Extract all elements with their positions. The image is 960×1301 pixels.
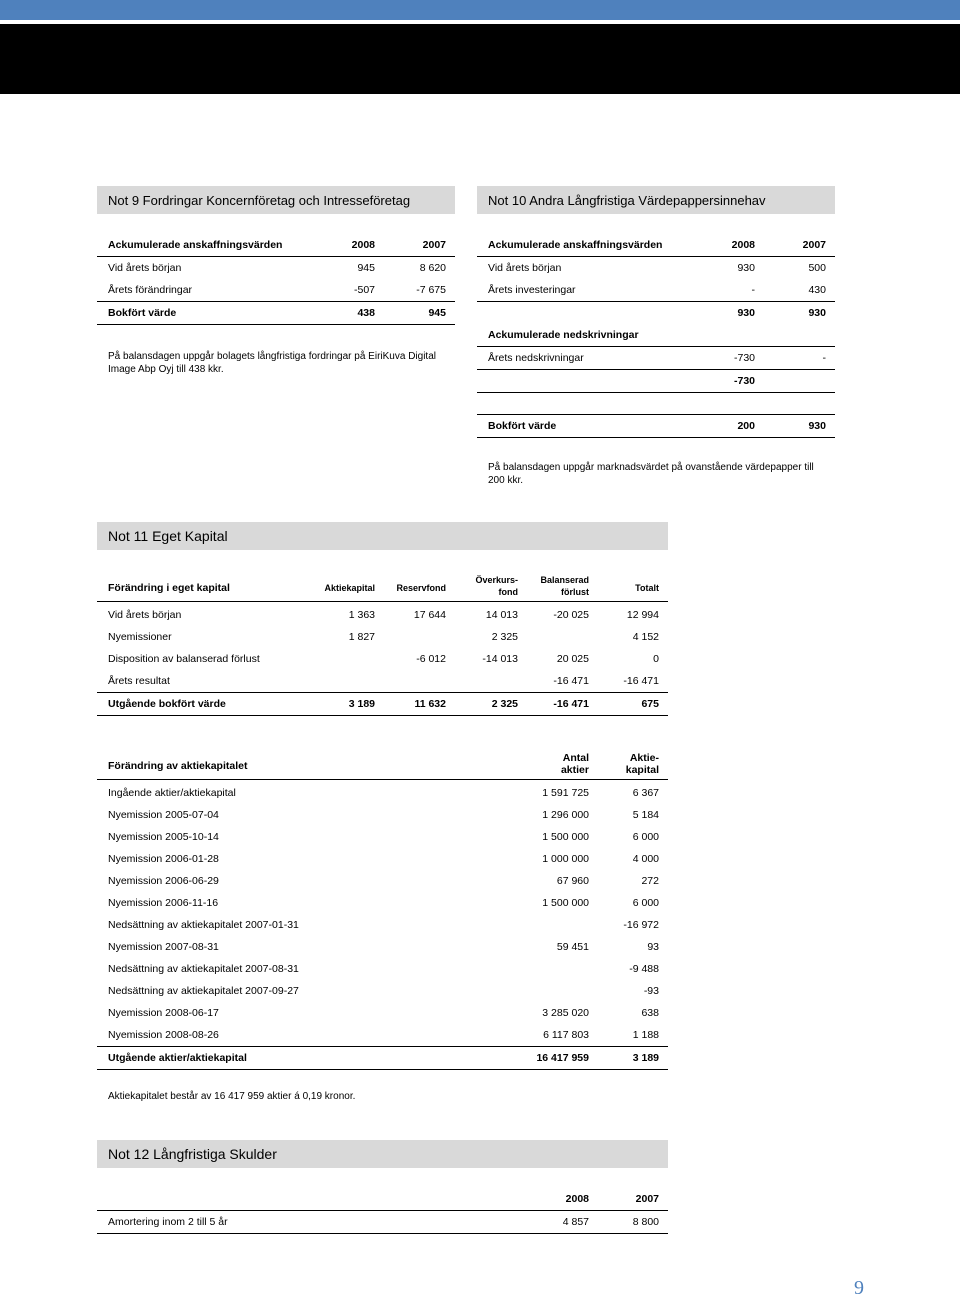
row-label: Nedsättning av aktiekapitalet 2007-09-27	[108, 985, 299, 997]
note10-title: Not 10 Andra Långfristiga Värdepappersinnehav	[477, 186, 835, 214]
share-capital-table	[97, 752, 668, 780]
row-aktiekapital: 272	[641, 875, 659, 887]
row-label: Nyemission 2005-07-04	[108, 809, 219, 821]
note10-total-row	[477, 415, 835, 438]
share-capital-body	[97, 782, 668, 1070]
total-label: Bokfört värde	[97, 302, 297, 325]
row-value-2008: 945	[357, 262, 375, 274]
cell: 2 325	[491, 631, 518, 643]
note9-header-row	[97, 234, 455, 257]
row-label: Nyemission 2007-08-31	[108, 941, 219, 953]
row-aktiekapital: 6 367	[632, 787, 659, 799]
note10-text: På balansdagen uppgår marknadsvärdet på ovanstående värdepapper till 200 kkr.	[488, 462, 814, 486]
row-label: Vid årets början	[108, 262, 182, 274]
note10-head-2008: 2008	[677, 234, 755, 257]
cell	[297, 648, 375, 670]
row-aktiekapital: 638	[641, 1007, 659, 1019]
note10-subtotal-row	[477, 302, 835, 325]
note12-table	[97, 1188, 668, 1234]
row-antal: 1 296 000	[542, 809, 589, 821]
table-row	[97, 1024, 668, 1047]
cell: -14 013	[482, 653, 518, 665]
note9-head-2008: 2008	[297, 234, 375, 257]
equity-head-reservfond: Reservfond	[375, 574, 446, 602]
row-value-2007: 430	[755, 279, 835, 302]
total-label: Utgående aktier/aktiekapital	[97, 1047, 518, 1070]
note9-title: Not 9 Fordringar Koncernföretag och Intresseföretag	[97, 186, 455, 214]
row-antal: 1 591 725	[542, 787, 589, 799]
table-row	[97, 1211, 668, 1234]
table-row	[97, 914, 668, 936]
row-label: Årets nedskrivningar	[477, 347, 677, 370]
table-row	[97, 870, 668, 892]
row-value-2008: 930	[737, 262, 755, 274]
total-aktiekapital: 3 189	[589, 1047, 668, 1070]
row-label: Nyemission 2005-10-14	[108, 831, 219, 843]
cell: -16 471	[589, 670, 668, 693]
row-antal: 3 285 020	[542, 1007, 589, 1019]
cell: 3 189	[297, 693, 375, 716]
table-row	[477, 347, 835, 370]
total-value-2008: 438	[297, 302, 375, 325]
row-label: Nyemission 2006-11-16	[108, 897, 219, 909]
subtotal-value-2008: 930	[737, 307, 755, 319]
row-aktiekapital: -93	[643, 985, 659, 997]
cell	[518, 626, 589, 648]
row-value-2008: -507	[297, 279, 375, 302]
cell: 0	[653, 653, 659, 665]
row-value-2007: 500	[808, 262, 826, 274]
total-label: Utgående bokfört värde	[97, 693, 297, 716]
top-stripe	[0, 0, 960, 20]
row-aktiekapital: 6 000	[632, 897, 659, 909]
table-row	[97, 804, 668, 826]
row-label: Ingående aktier/aktiekapital	[108, 787, 236, 799]
row-value-2008: -730	[677, 347, 755, 370]
equity-head-label: Förändring i eget kapital	[97, 574, 297, 602]
row-value-2008: 4 857	[518, 1211, 589, 1234]
row-label: Årets förändringar	[97, 279, 297, 302]
note9-text: På balansdagen uppgår bolagets långfristiga fordringar på EiriKuva Digital Image Abp Oyj till 438 kkr.	[108, 351, 436, 375]
table-row	[97, 892, 668, 914]
table-row	[97, 980, 668, 1002]
subtotal-value-2007	[755, 370, 835, 393]
subtotal-value-2007: 930	[808, 307, 826, 319]
equity-total-row	[97, 693, 668, 716]
table-row	[97, 1002, 668, 1024]
table-row	[97, 936, 668, 958]
share-head-antal: Antal aktier	[518, 752, 589, 780]
equity-head-totalt: Totalt	[589, 574, 668, 602]
note9-head-label: Ackumulerade anskaffningsvärden	[97, 234, 297, 257]
row-antal	[518, 980, 589, 1002]
note10-table	[477, 234, 835, 438]
share-head-aktiekapital: Aktie- kapital	[589, 752, 668, 780]
total-label: Bokfört värde	[477, 415, 677, 438]
cell: 12 994	[626, 609, 659, 621]
cell	[375, 626, 446, 648]
equity-head-overkursfond: Överkurs- fond	[446, 574, 518, 602]
row-label: Nyemission 2008-08-26	[108, 1029, 219, 1041]
row-antal: 6 117 803	[543, 1029, 589, 1041]
cell	[297, 670, 375, 693]
row-label: Nedsättning av aktiekapitalet 2007-08-31	[108, 963, 299, 975]
cell	[446, 670, 518, 693]
row-antal: 67 960	[556, 875, 589, 887]
cell: 4 152	[632, 631, 659, 643]
row-label: Nedsättning av aktiekapitalet 2007-01-31	[108, 919, 299, 931]
note11-title: Not 11 Eget Kapital	[97, 522, 668, 550]
note10-header-row	[477, 234, 835, 257]
equity-head-aktiekapital: Aktiekapital	[297, 574, 375, 602]
row-label: Årets investeringar	[477, 279, 677, 302]
row-antal	[518, 914, 589, 936]
total-value-2008: 200	[677, 415, 755, 438]
note10-subtotal-row	[477, 370, 835, 393]
note12-header-row	[97, 1188, 668, 1211]
header-bar	[0, 24, 960, 94]
table-row	[97, 279, 455, 302]
table-row	[97, 604, 668, 626]
row-aktiekapital: 93	[647, 941, 659, 953]
equity-head-balanserad: Balanserad förlust	[518, 574, 589, 602]
note10-subheading-row	[477, 324, 835, 347]
row-value-2008: -	[677, 279, 755, 302]
share-header-row	[97, 752, 668, 780]
cell: 20 025	[556, 653, 589, 665]
share-total-row	[97, 1047, 668, 1070]
row-label: Amortering inom 2 till 5 år	[97, 1211, 518, 1234]
note9-table	[97, 234, 455, 325]
equity-table	[97, 574, 668, 602]
row-aktiekapital: -16 972	[623, 919, 659, 931]
subtotal-value-2008: -730	[677, 370, 755, 393]
row-aktiekapital: -9 488	[629, 963, 659, 975]
row-aktiekapital: 4 000	[632, 853, 659, 865]
note10-head-2007: 2007	[755, 234, 835, 257]
equity-header-row	[97, 574, 668, 602]
cell: -6 012	[416, 653, 446, 665]
row-antal	[518, 958, 589, 980]
cell: -16 471	[518, 670, 589, 693]
total-value-2007: 945	[375, 302, 455, 325]
row-value-2007: 8 800	[589, 1211, 668, 1234]
cell: 14 013	[485, 609, 518, 621]
table-row	[97, 670, 668, 693]
table-row	[97, 257, 455, 280]
table-row	[477, 257, 835, 280]
table-row	[97, 958, 668, 980]
cell: 1 827	[348, 631, 375, 643]
share-capital-text: Aktiekapitalet består av 16 417 959 aktier á 0,19 kronor.	[108, 1091, 356, 1102]
note12-head-2007: 2007	[589, 1188, 668, 1211]
row-value-2007: -	[755, 347, 835, 370]
row-label: Nyemission 2006-01-28	[108, 853, 219, 865]
note9-total-row	[97, 302, 455, 325]
row-value-2007: -7 675	[375, 279, 455, 302]
note12-head-2008: 2008	[518, 1188, 589, 1211]
cell: 11 632	[375, 693, 446, 716]
page-number: 9	[854, 1277, 864, 1299]
row-antal: 59 451	[556, 941, 589, 953]
row-label: Nyemissioner	[108, 631, 172, 643]
subheading-label: Ackumulerade nedskrivningar	[477, 324, 835, 347]
total-value-2007: 930	[755, 415, 835, 438]
table-row	[97, 826, 668, 848]
row-label: Vid årets början	[108, 609, 182, 621]
total-antal: 16 417 959	[518, 1047, 589, 1070]
note10-head-label: Ackumulerade anskaffningsvärden	[477, 234, 677, 257]
note9-head-2007: 2007	[375, 234, 455, 257]
row-value-2007: 8 620	[419, 262, 446, 274]
cell: -16 471	[518, 693, 589, 716]
cell: 2 325	[446, 693, 518, 716]
row-antal: 1 500 000	[542, 897, 589, 909]
cell: 17 644	[413, 609, 446, 621]
row-antal: 1 500 000	[542, 831, 589, 843]
row-antal: 1 000 000	[542, 853, 589, 865]
row-label: Nyemission 2006-06-29	[108, 875, 219, 887]
table-row	[477, 279, 835, 302]
row-label: Vid årets början	[488, 262, 562, 274]
table-row	[97, 848, 668, 870]
share-head-label: Förändring av aktiekapitalet	[97, 752, 518, 780]
equity-body	[97, 604, 668, 716]
row-label: Disposition av balanserad förlust	[108, 653, 260, 665]
cell: 1 363	[348, 609, 375, 621]
table-row	[97, 782, 668, 804]
row-aktiekapital: 1 188	[632, 1029, 659, 1041]
cell: 675	[589, 693, 668, 716]
table-row	[97, 648, 668, 670]
row-label: Årets resultat	[97, 670, 297, 693]
table-row	[97, 626, 668, 648]
cell: -20 025	[553, 609, 589, 621]
row-label: Nyemission 2008-06-17	[108, 1007, 219, 1019]
row-aktiekapital: 5 184	[632, 809, 659, 821]
cell	[375, 670, 446, 693]
row-aktiekapital: 6 000	[632, 831, 659, 843]
note12-title: Not 12 Långfristiga Skulder	[97, 1140, 668, 1168]
